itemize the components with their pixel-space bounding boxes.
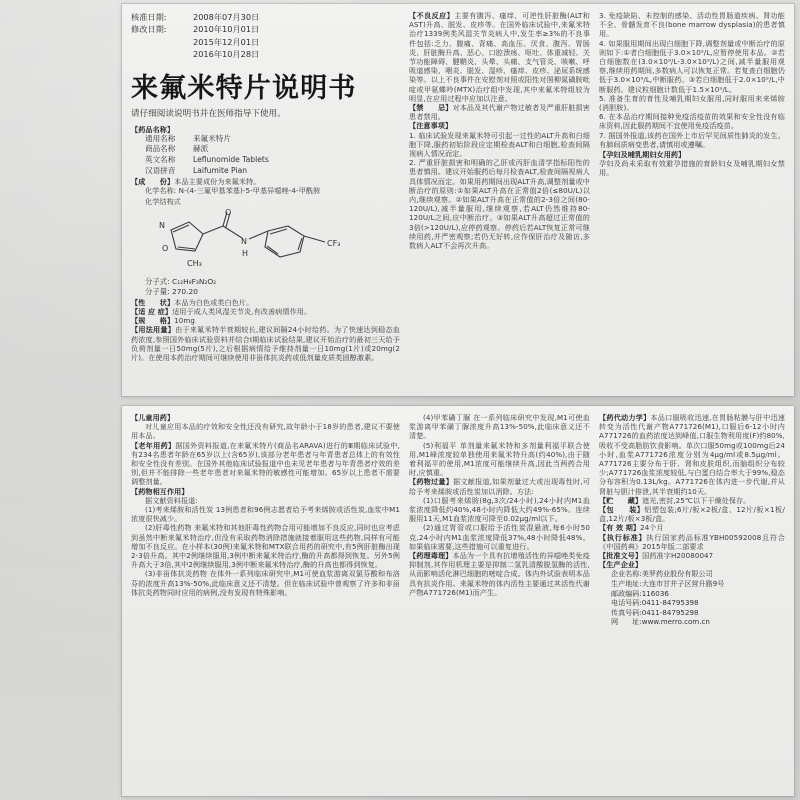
section-heading-pregnancy: 【孕妇及哺乳期妇女用药】 <box>599 150 686 160</box>
section-heading-storage: 【贮 藏】 <box>599 495 643 505</box>
spec-text: 10mg <box>174 316 196 326</box>
chemical-name-label: 化学名称: <box>145 186 177 196</box>
manufacturer-address-value: 大连市甘井子区营升路9号 <box>641 579 725 589</box>
manufacturer-name-label: 企业名称: <box>611 569 642 579</box>
manufacturer-fax-value: 0411-84795298 <box>641 607 699 617</box>
molecular-formula-row <box>145 277 400 287</box>
section-heading-pharmacokinetics: 【药代动力学】 <box>599 413 651 422</box>
properties-block <box>131 298 400 307</box>
section-heading-adverse: 【不良反应】 <box>409 11 455 20</box>
section-heading-interactions: 【药物相互作用】 <box>131 486 189 496</box>
shelf-life-text: 24个月 <box>640 523 664 533</box>
precaution-item-7: 7. 据国外报道,该药在国外上市后罕见间质性肺炎的发生。有肺间质病变患者,请慎用或遵嘱。 <box>599 130 785 149</box>
storage-block <box>599 496 785 505</box>
atom-label-ch3: CH₃ <box>187 258 202 268</box>
bottom-column-left <box>131 413 409 791</box>
atom-label-cf3: CF₃ <box>327 238 341 248</box>
overdose-block <box>409 477 590 495</box>
approval-date-value: 2008年07月30日 <box>193 12 260 22</box>
page-title: 来氟米特片说明书 <box>131 72 357 104</box>
molecular-weight-label: 分子量: <box>145 286 170 296</box>
manufacturer-fax-label: 传真号码: <box>611 607 642 617</box>
section-heading-shelf-life: 【有 效 期】 <box>599 523 641 533</box>
section-heading-standard: 【执行标准】 <box>599 532 647 542</box>
name-key-brand: 商品名称 <box>145 144 176 154</box>
shelf-life-block <box>599 523 785 532</box>
section-heading-indications: 【适 应 症】 <box>131 307 173 317</box>
name-value-generic: 来氟米特片 <box>193 133 231 143</box>
interaction-item-5: (5)利福平 单剂量来氟米特和多剂量利福平联合使用,M1峰浓度较单独使用来氟米特升高(约40%),由于随着利福平的使用,M1浓度可能继续升高,因此当两药合用时,应慎重。 <box>409 440 590 478</box>
manufacturer-phone-value: 0411-84795398 <box>641 598 699 608</box>
section-heading-approval-no: 【批准文号】 <box>599 551 643 561</box>
precaution-item-2: 2. 严重肝脏损害和明确的乙肝或丙肝血清学指标阳性的患者慎用。建议开始服药后每月检查ALT,检查间隔视病人具体情况而定。如果用药期间出现ALT升高,调整剂量或中断治疗的原则:①如果ALT升高在正常值2倍(≤80U/L)以内,继续观察。②如果ALT升高在正常值的2-3倍之间(80-120U/L),减半量服用,继续观察,若ALT仍然维持80-120U/L之间,应中断治疗。③如果ALT升高超过正常值的3倍(>120U/L),应停药观察。停药后若ALT恢复正常可继续用药,并严密观察;若仍无好转,应作保肝治疗及随访,多数病人ALT不会再次升高。 <box>409 158 590 251</box>
precaution-item-3: 3. 免疫缺陷、未控制的感染、活动性胃肠道疾病、肾功能不全、骨髓发育不良(bone marrow dysplasia)的患者慎用。 <box>599 11 785 39</box>
section-heading-overdose: 【药物过量】 <box>409 477 454 487</box>
manufacturer-name-value: 美罗药业股份有限公司 <box>641 569 713 579</box>
section-heading-pediatric: 【儿童用药】 <box>131 413 175 422</box>
pediatric-text: 对儿童应用本品的疗效和安全性还没有研究,故年龄小于18岁的患者,建议不要使用本品。 <box>131 422 400 441</box>
bottom-column-right <box>599 413 785 791</box>
section-heading-precautions: 【注意事项】 <box>409 121 453 131</box>
name-key-english: 英文名称 <box>145 155 176 165</box>
dosage-text: 由于来氟米特半衰期较长,建议间隔24小时给药。为了快速达到稳态血药浓度,参照国外临床试验资料并结合Ⅰ期临床试验结果,建议开始治疗的最初三天给予负荷剂量一日50mg(5片),之后根据病情给予维持剂量一日10mg(1片)或20mg(2片)。在使用本药治疗期间可继续使用非甾体抗炎药或低剂量皮质类固醇激素。 <box>131 325 400 363</box>
molecular-formula-value: C₁₂H₉F₃N₂O₂ <box>172 276 217 286</box>
adverse-text: 主要有腹泻、瘙痒、可逆性肝脏酶(ALT和AST)升高、脱发、皮疹等。在国外临床试验中,来氟米特治疗1339例类风湿关节炎病人中,发生率≥3%的不良事件包括:乏力、腹痛、背痛、高血压、厌食、腹泻、胃肠炎、肝脏酶升高、恶心、口腔溃疡、呕吐、体重减轻、关节功能障碍、腱鞘炎、头晕、头痛、支气管炎、咳嗽、呼吸道感染、咽炎、脱发、湿疹、瘙痒、皮疹、泌尿系统感染等。以上不良事件在安慰剂对照或阳性对照柳氮磺胺吡啶或甲氨蝶呤(MTX)治疗组中发现,其中来氟米特组较为明显,在应用过程中应加以注意。 <box>409 11 590 103</box>
revision-date-2: 2015年12月01日 <box>193 36 260 47</box>
overdose-item-1: (1)口服考来烯胺(8g,3次/24小时),24小时内M1血浆浓度降低约40%,48小时内降低大约49%-65%。连续服用11天,M1血浆浓度可降至0.02μg/ml以下。 <box>409 495 590 524</box>
interaction-item-4: (4)甲苯磺丁脲 在一系列临床研究中发现,M1可使血浆游离甲苯磺丁脲浓度升高13%-50%,此临床意义还不清楚。 <box>409 413 590 441</box>
overdose-lead: 据文献报道,如果剂量过大或出现毒性时,可给予考来烯胺或活性炭加以消除。方法: <box>409 477 590 496</box>
composition-block <box>131 177 400 186</box>
name-key-pinyin: 汉语拼音 <box>145 165 176 175</box>
section-heading-spec: 【规 格】 <box>131 316 175 326</box>
top-column-right <box>599 11 785 391</box>
section-heading-names: 【药品名称】 <box>131 124 175 134</box>
atom-label-h: H <box>242 248 249 258</box>
name-value-brand: 赫派 <box>193 144 209 154</box>
molecular-formula-label: 分子式: <box>145 276 170 286</box>
manufacturer-address-label: 生产地址: <box>611 579 642 589</box>
pharmacokinetics-text: 本品口服吸收迅速,在胃肠粘膜与肝中迅速转变为活性代谢产物A771726(M1),口服后6-12小时内A771726的血药浓度达到峰值,口服生物利用度(F)约80%,吸收不受高脂肪饮食影响。单次口服50mg或100mg后24小时,血浆A771726浓度分别为4μg/ml或8.5μg/ml。A771726主要分布于肝、肾和皮肤组织,而脑组织分布较少;A771726血浆浓度较低,与白蛋白结合率大于99%,稳态分布容积为0.13L/kg。A771726在体内进一步代谢,并从肾脏与胆汁排泄,其半衰期约10天。 <box>599 413 785 496</box>
spec-block <box>131 316 400 325</box>
geriatric-text: 据国外资料报道,在来氟米特片(商品名ARAVA)进行的Ⅲ期临床试验中,有234名患者年龄在65岁以上(含65岁),该部分老年患者与年青患者总体上的有效性和安全性没有差别。在国外其他临床试验报道中也未见老年患者与年青患者疗效的差别,但并不能排除一些老年患者对来氟米特的敏感性可能增加。65岁以上患者不需要调整剂量。 <box>131 440 401 487</box>
interaction-item-3: (3)非甾体抗炎药物 在体外一系列临床研究中,M1可使血浆游离双氯芬酸和布洛芬的浓度升高13%-50%,此临床意义还不清楚。但在临床试验中曾观察了许多和非甾体抗炎药物同时应用的病例,没有发现有特殊影响。 <box>131 569 400 597</box>
molecular-weight-row <box>145 287 400 297</box>
bottom-column-middle <box>409 413 599 791</box>
molecular-weight-value: 270.20 <box>172 286 198 296</box>
structure-label: 化学结构式 <box>145 196 181 206</box>
standard-block <box>599 533 785 551</box>
name-key-generic: 通用名称 <box>145 133 176 143</box>
approval-no-block <box>599 551 785 560</box>
approval-no-text: 国药准字H20080047 <box>642 551 714 561</box>
pharmacology-text: 本品为一个具有抗增殖活性的异噁唑类免疫抑制剂,其作用机理主要是抑制二氢乳清酸脱氢酶的活性,从而影响活化淋巴细胞的嘧啶合成。体内外试验表明本品具有抗炎作用。来氟米特的体内活性主要通过其活性代谢产物A771726(M1)而产生。 <box>409 551 590 597</box>
atom-label-n: N <box>159 220 165 230</box>
chemical-structure-diagram <box>149 208 400 274</box>
precaution-item-5: 5. 准备生育的育性及哺乳期妇女服用,同时服用来来烯胺(消胆胺)。 <box>599 93 785 113</box>
overdose-item-2: (2)通过胃管或口服给予活性炭混悬液,每6小时50克,24小时内M1血浆浓度降低37%,48小时降低48%。如果临床需要,这些措施可以重复进行。 <box>409 523 590 551</box>
top-column-middle <box>409 11 599 391</box>
chemical-name-row <box>145 186 400 195</box>
packaging-block <box>599 505 785 523</box>
revision-date-1: 2010年10月01日 <box>193 24 260 35</box>
approval-date-label: 核准日期: <box>131 12 167 22</box>
section-heading-packaging: 【包 装】 <box>599 505 645 515</box>
indications-block <box>131 307 400 316</box>
pharmacology-block <box>409 551 590 597</box>
manufacturer-phone-label: 电话号码: <box>611 598 642 608</box>
approval-dates <box>131 11 400 61</box>
standard-text: 执行国家药品标准YBH00592008且符合《中国药典》2015年版二部要求 <box>599 532 785 551</box>
manufacturer-postcode-label: 邮政编码: <box>611 588 642 598</box>
manufacturer-details <box>611 569 785 627</box>
precaution-item-4: 4. 如果服用期间出现白细胞下降,调整剂量或中断治疗的原则如下:①者白细胞低于3.0×10⁹/L,应暂停使用本品。②若白细胞数在(3.0×10⁹/L-3.0×10⁹/L)之间,减半量服用观察,继续用药期间,多数病人可以恢复正常。若复查白细胞仍低于3.0×10⁹/L,中断服药。③若白细胞低于2.0×10⁹/L,中断服药。建议粒细胞计数低于1.5×10⁹/L。 <box>599 38 785 94</box>
section-heading-properties: 【性 状】 <box>131 297 175 307</box>
section-heading-dosage: 【用法用量】 <box>131 325 176 335</box>
pharmacokinetics-block <box>599 413 785 496</box>
dosage-block <box>131 325 400 362</box>
section-heading-pharmacology: 【药理毒理】 <box>409 551 453 561</box>
adverse-block <box>409 11 590 103</box>
name-value-english: Leflunomide Tablets <box>193 155 269 165</box>
insert-panel-top <box>122 4 794 396</box>
packaging-text: 铝塑包装;6片/板×2板/盒、12片/板×1板/盒,12片/板×3板/盒。 <box>599 505 785 524</box>
interaction-item-2: (2)肝毒性药物 来氟米特和其他肝毒性药物合用可能增加不良反应,同时也应考虑到虽然中断来氟米特治疗,但没有采取药物消除措施就接着服用这些药物,同样有可能增加不良反应。在小样本(30例)来氟米特和MTX联合用药的研究中,有5例肝脏酶出现2-3倍升高。其中2例继续服用,3例中断来氟米特治疗,酶的升高都得到恢复。另外5例升高大于3倍,其中2例继续服用,3例中断来氟米特治疗,酶的升高也都得到恢复。 <box>131 523 400 570</box>
section-heading-contraindications: 【禁 忌】 <box>409 103 453 113</box>
properties-text: 本品为白色或类白色片。 <box>174 297 254 307</box>
interactions-lead: 据文献资料报道: <box>145 495 198 505</box>
revision-date-3: 2016年10月28日 <box>193 49 260 60</box>
name-value-pinyin: Laifumite Pian <box>193 165 248 175</box>
precaution-item-1: 1. 临床试验发现来氟米特可引起一过性的ALT升高和白细胞下降,服药初始阶段应定期检查ALT和白细胞,检查间隔视病人情况而定。 <box>409 130 590 159</box>
top-column-left <box>131 11 409 391</box>
manufacturer-postcode-value: 116036 <box>641 588 669 598</box>
geriatric-block <box>131 441 400 487</box>
insert-panel-bottom <box>122 406 794 796</box>
indications-text: 适用于成人类风湿关节炎,有改善病情作用。 <box>172 307 312 317</box>
interaction-item-1: (1)考来烯胺和活性炭 13例患者和96例志愿者给予考来烯胺或活性炭,血浆中M1浓度很快减少。 <box>131 505 400 524</box>
composition-text: 本品主要成份为来氟米特。 <box>174 177 261 187</box>
contraindications-block <box>409 103 590 121</box>
chemical-structure-svg <box>149 208 379 270</box>
manufacturer-website-value: www.merro.com.cn <box>641 617 710 627</box>
section-heading-composition: 【成 份】 <box>131 177 175 187</box>
contraindications-text: 对本品及其代谢产物过敏者及严重肝脏损害患者禁用。 <box>409 103 590 122</box>
atom-label-o-ring: O <box>162 243 169 253</box>
page-subtitle: 请仔细阅读说明书并在医师指导下使用。 <box>131 108 286 119</box>
section-heading-geriatric: 【老年用药】 <box>131 440 176 450</box>
section-heading-manufacturer: 【生产企业】 <box>599 560 643 570</box>
revision-date-label: 修改日期: <box>131 24 167 35</box>
chemical-name-value: N-(4-三氟甲基苯基)-5-甲基异噁唑-4-甲酰胺 <box>178 186 321 196</box>
manufacturer-website-label: 网 址: <box>611 617 642 627</box>
atom-label-n-amide: N <box>241 236 247 246</box>
atom-label-o-carbonyl: O <box>225 207 232 217</box>
precaution-item-6: 6. 在本品治疗期间接种免疫活疫苗的效果和安全性没有临床资料,因此服药期间不宜使用免疫活疫苗。 <box>599 112 785 131</box>
drug-names-list <box>145 134 400 176</box>
pregnancy-text: 孕妇及尚未采取有效避孕措施的育龄妇女及哺乳期妇女禁用。 <box>599 159 785 178</box>
storage-text: 遮光,密封,25℃以下干燥处保存。 <box>642 495 751 505</box>
